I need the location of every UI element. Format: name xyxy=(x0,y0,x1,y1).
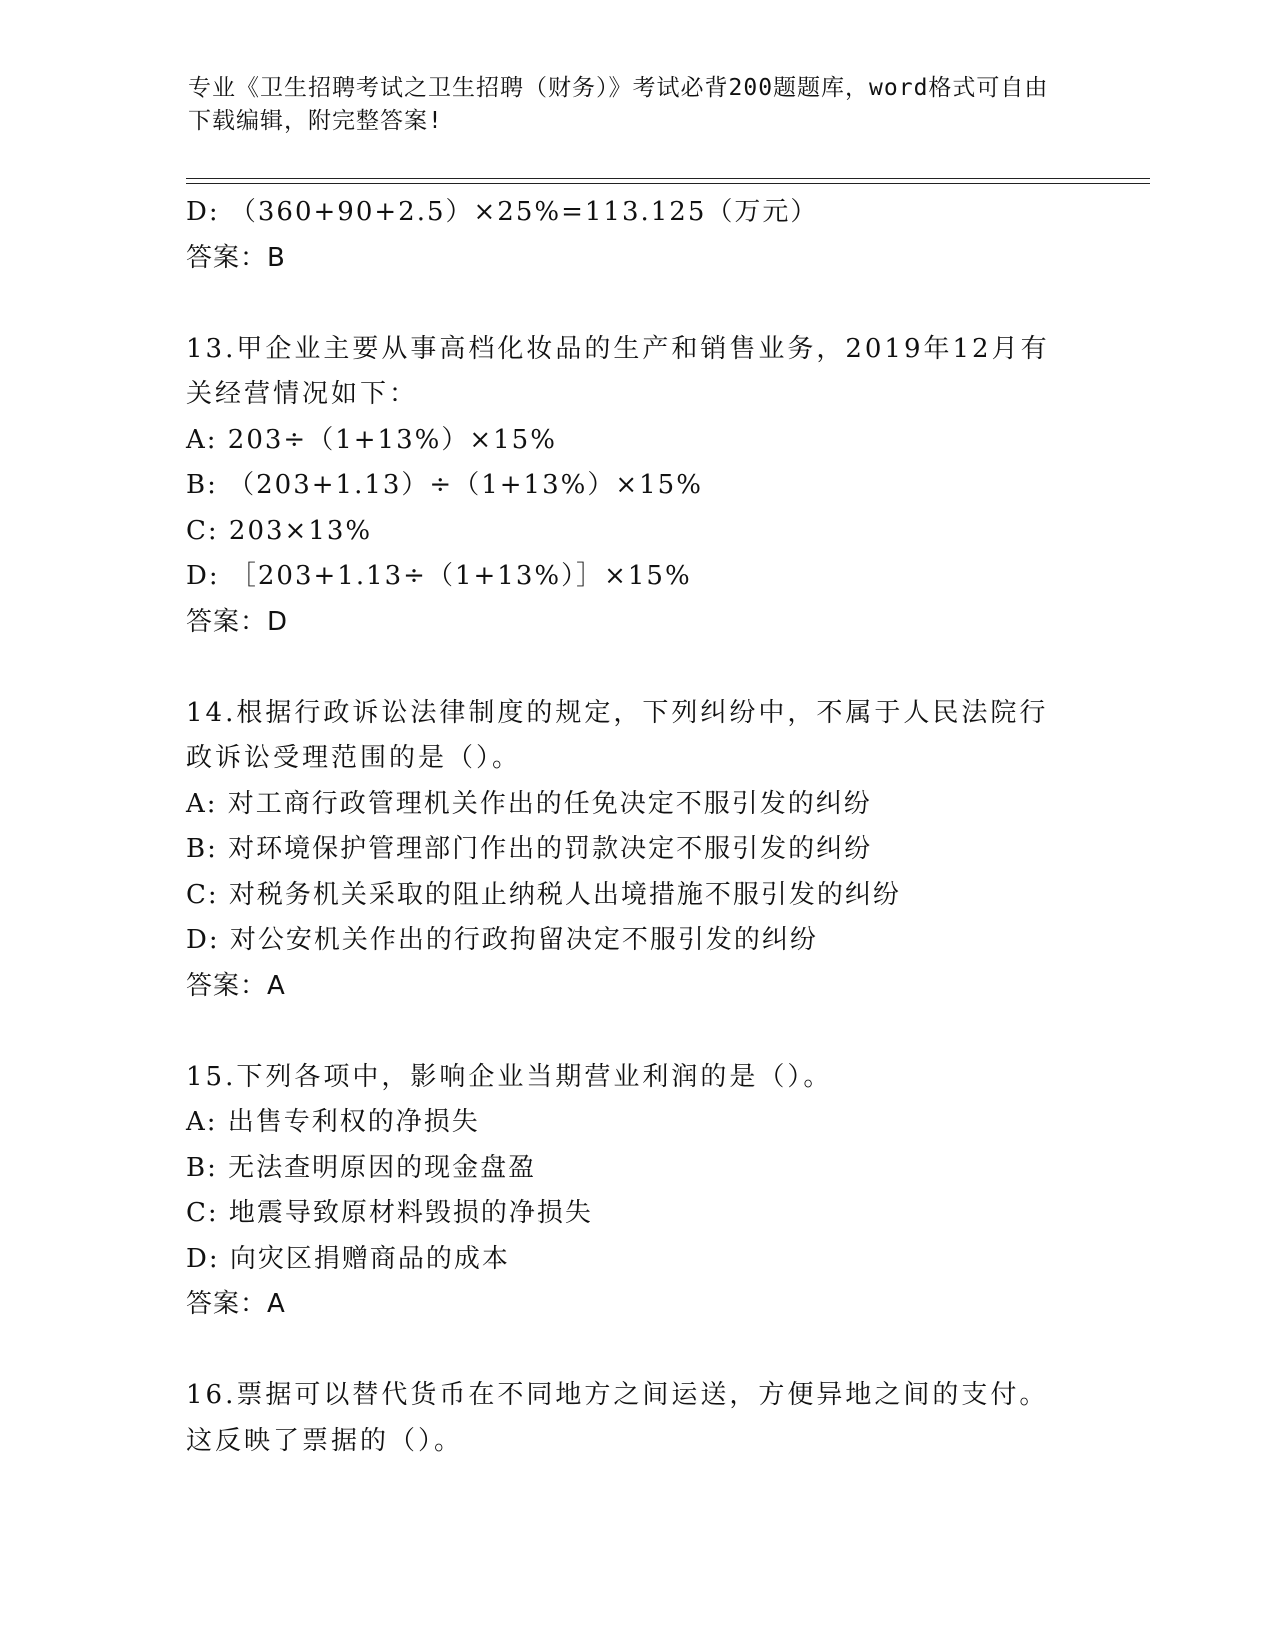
spacer xyxy=(186,281,1086,327)
question-block-13 xyxy=(186,327,1086,646)
answer-line: 答案：D xyxy=(186,606,289,637)
header-divider-top xyxy=(186,178,1150,179)
question-block-12-tail xyxy=(186,190,1086,281)
question-block-14 xyxy=(186,691,1086,1010)
question-stem: 14.根据行政诉讼法律制度的规定，下列纠纷中，不属于人民法院行政诉讼受理范围的是（）。 xyxy=(186,697,1049,773)
option-d: D: 向灾区捐赠商品的成本 xyxy=(186,1243,510,1274)
question-stem: 15.下列各项中，影响企业当期营业利润的是（）。 xyxy=(186,1061,833,1092)
question-block-16 xyxy=(186,1373,1086,1464)
option-d: D: ［203+1.13÷（1+13%）］×15% xyxy=(186,561,692,591)
option-c: C: 地震导致原材料毁损的净损失 xyxy=(186,1198,593,1228)
option-a: A: 对工商行政管理机关作出的任免决定不服引发的纠纷 xyxy=(186,788,872,819)
spacer xyxy=(186,1328,1086,1374)
question-block-15 xyxy=(186,1055,1086,1328)
option-a: A: 203÷（1+13%）×15% xyxy=(186,424,557,455)
option-c: C: 203×13% xyxy=(186,515,373,546)
option-b: B: 无法查明原因的现金盘盈 xyxy=(186,1152,537,1183)
option-d: D: （360+90+2.5）×25%=113.125（万元） xyxy=(186,197,819,227)
spacer xyxy=(186,645,1086,691)
header-divider-bottom xyxy=(186,183,1150,184)
document-header xyxy=(188,72,1068,138)
answer-line: 答案：A xyxy=(186,1289,286,1319)
question-stem: 16.票据可以替代货币在不同地方之间运送，方便异地之间的支付。这反映了票据的（）。 xyxy=(186,1380,1049,1456)
option-b: B: 对环境保护管理部门作出的罚款决定不服引发的纠纷 xyxy=(186,834,873,864)
option-b: B: （203+1.13）÷（1+13%）×15% xyxy=(186,470,703,500)
option-c: C: 对税务机关采取的阻止纳税人出境措施不服引发的纠纷 xyxy=(186,879,901,910)
answer-line: 答案：A xyxy=(186,970,286,1001)
spacer xyxy=(186,1009,1086,1055)
option-a: A: 出售专利权的净损失 xyxy=(186,1107,480,1137)
option-d: D: 对公安机关作出的行政拘留决定不服引发的纠纷 xyxy=(186,925,818,955)
question-stem: 13.甲企业主要从事高档化妆品的生产和销售业务，2019年12月有关经营情况如下： xyxy=(186,333,1050,409)
answer-line: 答案：B xyxy=(186,242,286,273)
header-text: 专业《卫生招聘考试之卫生招聘（财务）》考试必背200题题库，word格式可自由下载编辑，附完整答案! xyxy=(188,75,1049,134)
question-list xyxy=(186,190,1086,1464)
